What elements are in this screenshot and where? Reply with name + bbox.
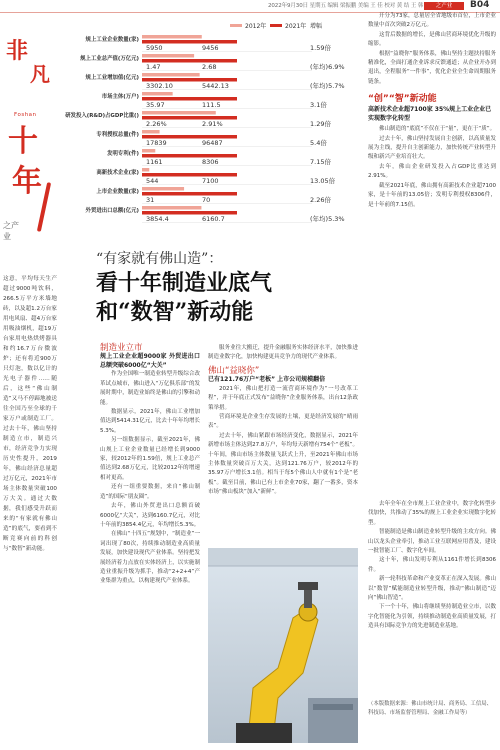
section-tag: 之产业 <box>424 2 464 10</box>
logo-char-1: 非 <box>6 38 29 64</box>
col1-paragraph: 去年，佛山外贸进出口总额首破6000亿“大关”，达到6160.7亿元，对比十年前的3854.4亿元，年均增长5.3%。 <box>100 503 200 528</box>
value-2021: 7100 <box>202 177 219 185</box>
right-paragraph: 根据“益晓你”服务体系，佛山坚持主题扶持服务精准化，全面打通企业诉求反馈通道；从企业开办到退出，全程服务“一件事”，优化企业全生命周期服务链条。 <box>368 50 496 85</box>
growth-value: 13.05倍 <box>310 177 336 185</box>
row-label: 规上工业增加值(亿元) <box>85 75 139 81</box>
right-paras-2 <box>368 125 496 210</box>
row-label: 规上工业企业数量(家) <box>85 37 139 43</box>
value-2021: 111.5 <box>202 101 221 109</box>
factory-photo <box>208 548 358 743</box>
value-2012: 17839 <box>146 139 167 147</box>
col2-paragraphs-2 <box>208 385 358 498</box>
section-title-innovation: “创”“智”新动能 <box>368 94 437 105</box>
value-2021: 9456 <box>202 44 219 52</box>
growth-header: 增幅 <box>310 23 323 30</box>
bar-2012 <box>142 149 155 153</box>
row-label: 上市企业数量(家) <box>96 189 139 195</box>
value-2021: 8306 <box>202 158 219 166</box>
row-label: 市场主体(万户) <box>101 94 139 100</box>
legend-label-2012: 2012年 <box>245 23 267 30</box>
col3-paragraph: 新一轮科技革命和产业变革正在深入发展。佛山以“数智”赋能制造业转型升级，推动“佛山制造”迈向“佛山智造”。 <box>368 576 496 602</box>
growth-value: (年均)5.7% <box>310 82 345 90</box>
value-2012: 3302.10 <box>146 82 173 90</box>
col2-bold: 已有121.76万户“老板” 上市公司规模翻倍 <box>208 376 326 384</box>
col2-paragraph: 2021年，佛山把打造一流营商环境作为“一号改革工程”，并于年底正式发布“益晓你”企业服务体系，出台12条政策举措。 <box>208 385 358 411</box>
headline-block <box>96 248 361 326</box>
value-2012: 2.26% <box>146 120 167 128</box>
bar-2021 <box>142 78 237 82</box>
growth-value: 1.29倍 <box>310 120 331 128</box>
article-column-3 <box>368 500 496 632</box>
value-2012: 544 <box>146 177 159 185</box>
bar-2021 <box>142 154 237 158</box>
article-column-1 <box>100 344 200 587</box>
col1-subhead: 制造业立市 <box>100 343 143 353</box>
col1-bold: 规上工业企业超9000家 外贸进出口总额突破6000亿“大关” <box>100 353 200 369</box>
bar-2021 <box>142 192 237 196</box>
bar-2021 <box>142 116 237 120</box>
growth-value: 7.15倍 <box>310 158 331 166</box>
value-2012: 35.97 <box>146 101 165 109</box>
left-intro-text: 这意，平均每天生产超过9000吨饮料，266.5万平方米墙地砖，以及超1.2万台家用电风扇、超4万台家用吸油烟机，超19万台家用电热烘烤器具和约16.7万台微波炉；还有将近900万只灯泡，数以亿计的光电子器件……随后，这些“佛山制造”又马不停蹄地被送往全国乃至全球的千家万户或制造工厂。过去十年，佛山坚持制造立市，制造兴市，经济竞争力实现历史性提升，2019年，佛山经济总量超过万亿元，2021年市场主体数量突破100万大关。通过大数据，我们感受升跃而来的“有家就有佛山造”的底气，要看到不断竞赛向前的科创与“数智”新动能。 <box>3 276 57 552</box>
bar-2021 <box>142 59 237 63</box>
bar-2012 <box>142 73 200 77</box>
col2-paragraph: 服务业往大搬迁，提升金融服务实体经济水平，加快推进制造业数字化，加快构建更具竞争力的现代产业体系。 <box>208 345 358 361</box>
value-2021: 70 <box>202 196 211 204</box>
logo-char-2: 凡 <box>30 62 50 86</box>
bar-2021 <box>142 211 237 215</box>
value-2021: 5442.13 <box>202 82 229 90</box>
col3-paragraph: 下一个十年，佛山将继续坚持制造业立市，以数字化智能化为引领，持续推动制造业高质量发展，打造具有国际竞争力的先进制造业基地。 <box>368 604 496 630</box>
brand-logo <box>2 32 58 252</box>
growth-value: (年均)5.3% <box>310 215 345 223</box>
bar-2012 <box>142 54 194 58</box>
headline-line-1: 看十年制造业底气 <box>96 270 273 296</box>
value-2021: 6160.7 <box>202 215 225 223</box>
right-paragraph: 过去十年，佛山坚持发展自主创新，以高质量发展为主线，提升自主创新能力，加快传统产业转型升级和新兴产业培育壮大。 <box>368 135 496 161</box>
row-label: 规上工业总产值(万亿元) <box>80 56 139 62</box>
headline-kicker: “有家就有佛山造”： <box>96 251 223 267</box>
logo-char-3: 十 <box>8 124 38 159</box>
col2-subhead: 佛山“益晓你” <box>208 365 260 376</box>
headline-line-2: 和“数智”新动能 <box>96 299 254 325</box>
value-2012: 3854.4 <box>146 215 169 223</box>
growth-value: 1.59倍 <box>310 44 331 52</box>
bar-2012 <box>142 187 184 191</box>
row-label: 发明专利(件) <box>107 151 139 157</box>
value-2021: 96487 <box>202 139 223 147</box>
section-label: 之产业 <box>3 221 19 241</box>
row-label: 外贸进出口总额(亿元) <box>85 208 139 214</box>
col1-paragraph: 另一组数据显示，截至2021年，佛山规上工业企业数量已经增长到9000家，较2012年的1.59倍，规上工业总产值达到2.68万亿元，比较2012年的增速相对更高。 <box>100 437 200 481</box>
col3-paragraph: 智能制造是佛山制造业转型升级的主攻方向。佛山以龙头企业牵引，推动工业互联网应用普及，建设一批智能工厂、数字化车间。 <box>368 529 496 555</box>
col1-paragraph: 作为全国唯一制造业转型升级综合改革试点城市，佛山进入“万亿俱乐部”的发展时期中，制造业始终是佛山的引擎和动能。 <box>100 371 200 406</box>
col1-paragraph: 数据显示，2021年，佛山工业增加值达到5414.31亿元，比去十年年均增长5.3%。 <box>100 409 200 434</box>
article-column-2 <box>208 344 358 498</box>
value-2012: 5950 <box>146 44 163 52</box>
col2-paragraphs <box>208 344 358 363</box>
right-column <box>368 12 496 210</box>
col2-paragraph: 营商环境是企业生存发展的土壤，更是经济发展的“晴雨表”。 <box>208 413 358 430</box>
value-2012: 31 <box>146 196 155 204</box>
value-2012: 1.47 <box>146 63 161 71</box>
bar-2012 <box>142 130 160 134</box>
growth-value: 5.4倍 <box>310 139 327 147</box>
bar-2021 <box>142 40 237 44</box>
section-subtitle-innovation: 高新技术企业超7100家 35%规上工业企业已实现数字化转型 <box>368 106 492 123</box>
logo-char-4: 年 <box>12 164 42 199</box>
bar-2012 <box>142 92 173 96</box>
logo-en-text: Foshan <box>14 112 37 118</box>
legend-swatch-2021 <box>270 24 282 27</box>
col3-paragraph: 去年全年在全市规上工业企业中，数字化转型步伐加快，共推动了35%的规上工业企业实现数字化转型。 <box>368 501 496 526</box>
growth-value: (年均)6.9% <box>310 63 345 71</box>
right-paragraph: 去年，佛山企业研发投入占GDP比重达到2.91%。 <box>368 163 496 180</box>
right-paragraph: 截至2021年底，佛山拥有高新技术企业超7100家，是十年前的13.05倍；发明专利授权8306件，是十年前的7.15倍。 <box>368 182 496 208</box>
row-label: 高新技术企业(家) <box>96 170 139 176</box>
col3-paragraph: 这十年，佛山发明专利从1161件增长到8306件。 <box>368 557 496 573</box>
chart-svg <box>62 20 345 225</box>
col1-paragraph: 在佛山“十四五”规划中，“制造业”一词出现了80次，持续推动制造业高质量发展，加快建设现代产业体系。坚持把发展经济着力点放在实体经济上，以实施制造业重振升级为抓手，推动“2+2+4”产业集群为重点，以构建现代产业体系。 <box>100 531 200 585</box>
col2-paragraph: 过去十年，佛山紧跟市场经济变化，数据显示，2021年新增市场主体达到27.8万户，年均每天新增有754个“老板”。十年间，佛山市场主体数量飞跃式上升，至2021年佛山市场主体数量突破百万大关，达到121.76万户，较2012年的35.97万户增长3.1倍。相当于每5个佛山人中就有1个是“老板”。截至目前，佛山已有上市企业70家，翻了一番多，资本市场“佛山板块”加入“新鲜”。 <box>208 432 358 496</box>
right-paragraph: 这背后数据的增长，是佛山营商环境优化升级的缩影。 <box>368 31 496 48</box>
right-paras-1 <box>368 12 496 87</box>
value-2012: 1161 <box>146 158 163 166</box>
page-number: B04 <box>470 0 490 10</box>
row-label: 专利授权总量(件) <box>96 132 139 138</box>
bar-2012 <box>142 111 216 115</box>
robot-arm-illustration <box>208 548 358 743</box>
growth-value: 3.1倍 <box>310 101 327 109</box>
bar-2012 <box>142 168 149 172</box>
col1-paragraphs <box>100 370 200 586</box>
bar-2012 <box>142 206 201 210</box>
bar-2021 <box>142 135 237 139</box>
right-paragraph: 佛山制造的“底底”不仅在于“量”，更在于“质”。 <box>379 126 496 133</box>
right-paragraph: 开分为73家，总量居全省地级市首位，上市企业数量中首次突破2万亿元。 <box>368 13 497 29</box>
col3-paragraphs <box>368 500 496 632</box>
left-column <box>0 12 58 750</box>
comparison-chart <box>62 20 345 225</box>
data-source-note: （本版数据来源：佛山市统计局、商务局、工信局、科技局、市场监督管理局、金融工作局等） <box>368 701 492 716</box>
growth-value: 2.26倍 <box>310 196 331 204</box>
legend-swatch-2012 <box>230 24 242 27</box>
bar-2021 <box>142 97 237 101</box>
bar-2021 <box>142 173 237 177</box>
row-label: 研发投入(R&D)占GDP比重() <box>65 113 139 119</box>
col1-paragraph: 还有一组重要数据，来自“佛山制造”的国际“朋友圈”。 <box>100 484 200 500</box>
bar-2012 <box>142 35 202 39</box>
value-2021: 2.91% <box>202 120 223 128</box>
value-2021: 2.68 <box>202 63 217 71</box>
issue-date: 2022年9月30日 星期五 编辑 梁振鹏 美编 王 佳 校对 黄 结 王 韩 <box>268 3 424 9</box>
legend-label-2021: 2021年 <box>285 23 307 30</box>
